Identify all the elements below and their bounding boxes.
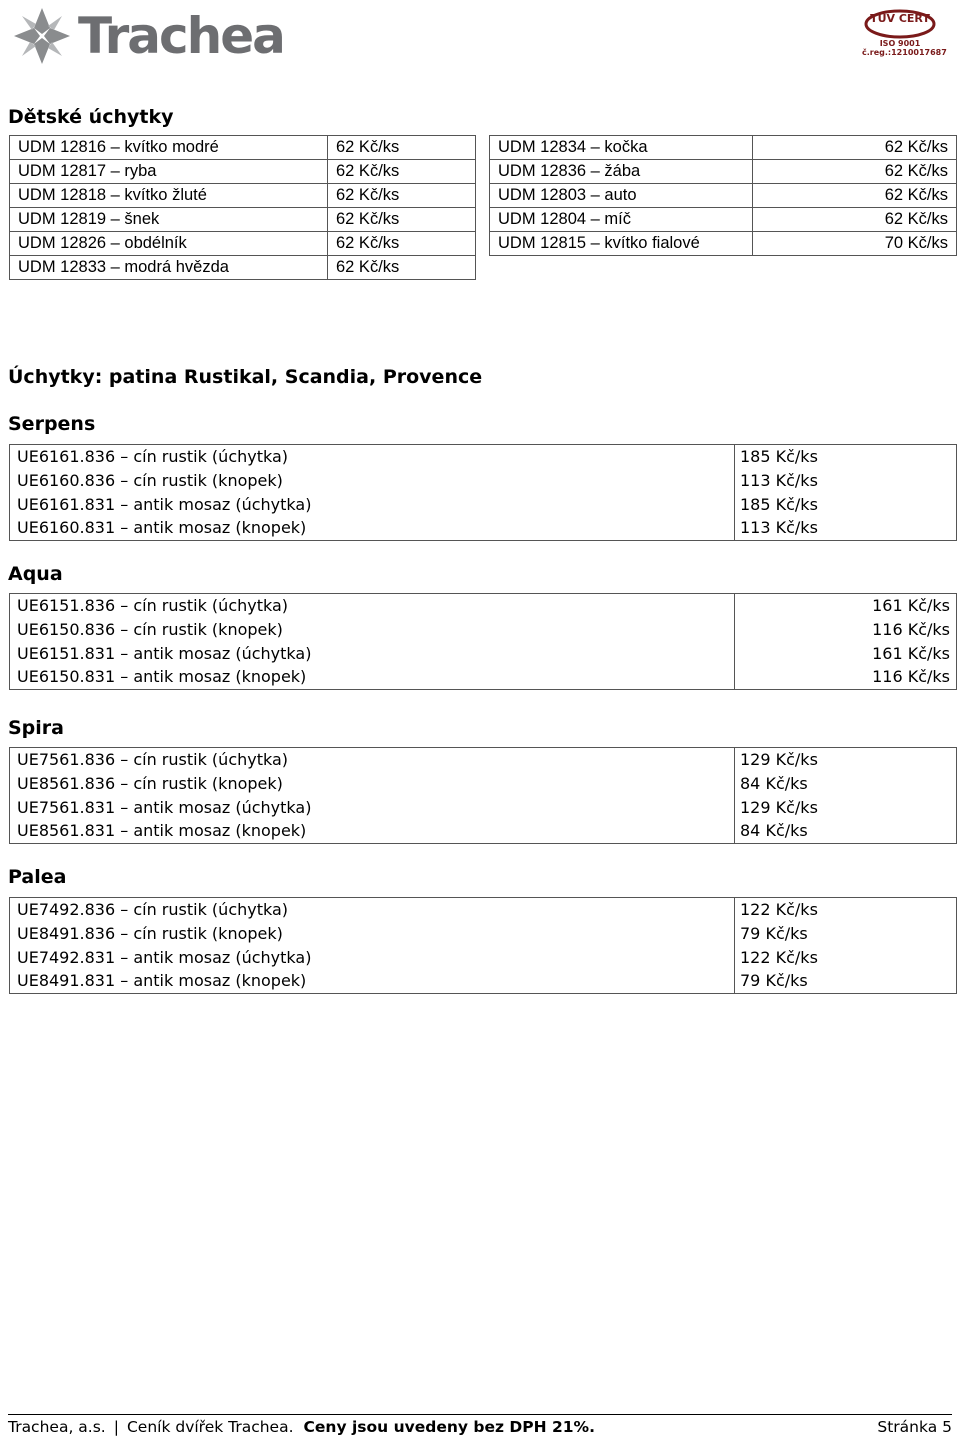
product-price: 116 Kč/ks <box>872 667 950 687</box>
product-price: 62 Kč/ks <box>328 136 476 160</box>
table-row <box>490 232 957 256</box>
product-name: UDM 12819 – šnek <box>10 208 328 232</box>
table-row <box>10 136 476 160</box>
product-price: 122 Kč/ks <box>740 900 818 919</box>
name-column <box>17 445 717 540</box>
name-column <box>17 748 717 843</box>
product-table <box>9 747 957 844</box>
product-price: 185 Kč/ks <box>740 447 818 466</box>
product-name: UE7492.831 – antik mosaz (úchytka) <box>17 947 312 967</box>
page-footer <box>8 1414 952 1438</box>
table-row <box>10 208 476 232</box>
page-number: Stránka 5 <box>877 1417 952 1436</box>
trachea-logo <box>10 4 284 68</box>
product-name: UDM 12816 – kvítko modré <box>10 136 328 160</box>
product-name: UDM 12817 – ryba <box>10 160 328 184</box>
product-price: 79 Kč/ks <box>740 923 808 943</box>
group-title: Serpens <box>8 413 96 435</box>
table-row <box>490 160 957 184</box>
table-row <box>10 160 476 184</box>
product-name: UE8491.831 – antik mosaz (knopek) <box>17 971 307 991</box>
product-table <box>9 444 957 541</box>
footer-company: Trachea, a.s. <box>8 1417 106 1436</box>
product-name: UE6150.836 – cín rustik (knopek) <box>17 619 283 639</box>
product-price: 62 Kč/ks <box>328 232 476 256</box>
column-divider <box>734 748 735 843</box>
tuv-cert-icon <box>862 8 938 40</box>
product-name: UE8561.836 – cín rustik (knopek) <box>17 773 283 793</box>
product-price: 62 Kč/ks <box>328 208 476 232</box>
product-name: UDM 12833 – modrá hvězda <box>10 256 328 280</box>
table-row <box>10 184 476 208</box>
product-name: UE6161.831 – antik mosaz (úchytka) <box>17 494 312 514</box>
product-name: UDM 12818 – kvítko žluté <box>10 184 328 208</box>
product-table <box>9 593 957 690</box>
product-price: 185 Kč/ks <box>740 494 818 514</box>
product-name: UE6160.831 – antik mosaz (knopek) <box>17 518 307 538</box>
footer-separator: | <box>113 1417 119 1436</box>
product-price: 129 Kč/ks <box>740 750 818 769</box>
product-price: 62 Kč/ks <box>328 256 476 280</box>
logo-wordmark: Trachea <box>78 7 284 65</box>
product-name: UE8561.831 – antik mosaz (knopek) <box>17 821 307 841</box>
page-header <box>0 0 960 80</box>
column-divider <box>734 898 735 993</box>
product-name: UDM 12804 – míč <box>490 208 753 232</box>
column-divider <box>734 594 735 689</box>
product-name: UE6161.836 – cín rustik (úchytka) <box>17 447 289 466</box>
product-price: 116 Kč/ks <box>872 619 950 639</box>
product-price: 84 Kč/ks <box>740 821 808 841</box>
product-name: UE7561.836 – cín rustik (úchytka) <box>17 750 289 769</box>
product-price: 62 Kč/ks <box>328 160 476 184</box>
product-price: 70 Kč/ks <box>753 232 957 256</box>
group-title: Palea <box>8 866 67 888</box>
product-price: 62 Kč/ks <box>328 184 476 208</box>
product-price: 62 Kč/ks <box>753 136 957 160</box>
table-row <box>490 184 957 208</box>
price-column <box>740 594 950 689</box>
product-name: UE7492.836 – cín rustik (úchytka) <box>17 900 289 919</box>
patina-section-title: Úchytky: patina Rustikal, Scandia, Provence <box>8 366 483 388</box>
product-name: UE6150.831 – antik mosaz (knopek) <box>17 667 307 687</box>
product-name: UDM 12834 – kočka <box>490 136 753 160</box>
group-title: Spira <box>8 717 64 739</box>
product-price: 62 Kč/ks <box>753 184 957 208</box>
cert-iso-text <box>862 39 947 58</box>
column-divider <box>734 445 735 540</box>
product-table <box>9 897 957 994</box>
price-column <box>740 898 950 993</box>
kids-table-right <box>489 135 957 256</box>
product-price: 79 Kč/ks <box>740 971 808 991</box>
product-name: UE6160.836 – cín rustik (knopek) <box>17 470 283 490</box>
price-column <box>740 445 950 540</box>
table-row <box>10 232 476 256</box>
product-name: UE7561.831 – antik mosaz (úchytka) <box>17 797 312 817</box>
product-name: UE6151.831 – antik mosaz (úchytka) <box>17 643 312 663</box>
product-price: 62 Kč/ks <box>753 160 957 184</box>
product-name: UDM 12803 – auto <box>490 184 753 208</box>
product-price: 62 Kč/ks <box>753 208 957 232</box>
product-price: 129 Kč/ks <box>740 797 818 817</box>
table-row <box>490 136 957 160</box>
cert-mark-text: TÜV CERT <box>870 12 930 25</box>
tuv-cert-badge <box>862 8 947 64</box>
table-row <box>10 256 476 280</box>
group-title: Aqua <box>8 563 63 585</box>
product-name: UDM 12826 – obdélník <box>10 232 328 256</box>
product-price: 84 Kč/ks <box>740 773 808 793</box>
product-price: 113 Kč/ks <box>740 518 818 538</box>
product-name: UDM 12815 – kvítko fialové <box>490 232 753 256</box>
kids-section-title: Dětské úchytky <box>8 106 174 128</box>
name-column <box>17 594 717 689</box>
product-price: 122 Kč/ks <box>740 947 818 967</box>
product-name: UE6151.836 – cín rustik (úchytka) <box>17 596 289 615</box>
footer-note: Ceny jsou uvedeny bez DPH 21%. <box>303 1417 595 1436</box>
name-column <box>17 898 717 993</box>
cert-line1: ISO 9001 <box>879 39 921 48</box>
product-name: UE8491.836 – cín rustik (knopek) <box>17 923 283 943</box>
product-price: 161 Kč/ks <box>872 643 950 663</box>
table-row <box>490 208 957 232</box>
product-price: 113 Kč/ks <box>740 470 818 490</box>
star-logo-icon <box>10 4 74 68</box>
product-price: 161 Kč/ks <box>872 596 950 615</box>
footer-doc: Ceník dvířek Trachea. <box>126 1417 294 1436</box>
price-column <box>740 748 950 843</box>
product-name: UDM 12836 – žába <box>490 160 753 184</box>
kids-table-left <box>9 135 476 280</box>
cert-line2: č.reg.:1210017687 <box>862 47 947 57</box>
